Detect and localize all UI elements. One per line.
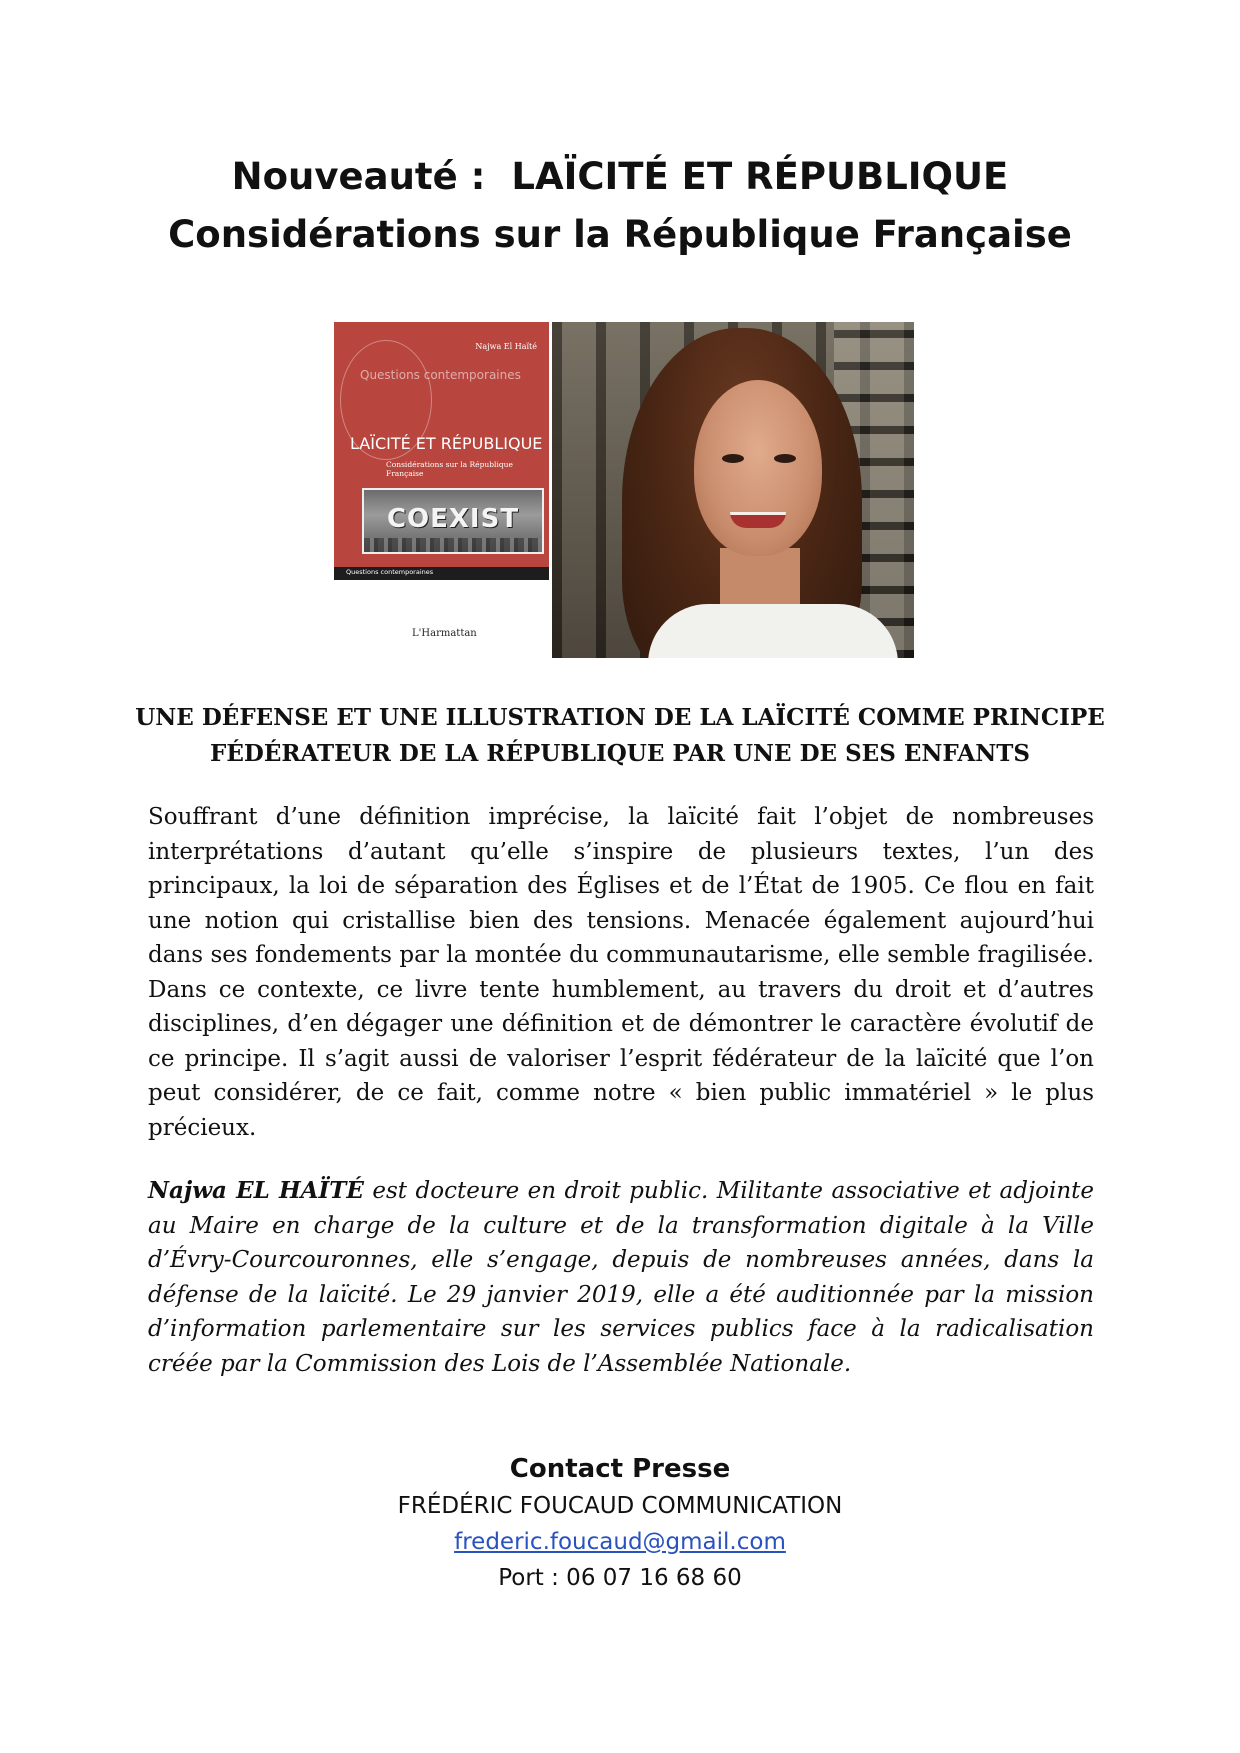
- contact-email-link[interactable]: frederic.foucaud@gmail.com: [454, 1529, 786, 1555]
- contact-agency: FRÉDÉRIC FOUCAUD COMMUNICATION: [397, 1493, 843, 1519]
- cover-graffiti: [364, 538, 542, 552]
- cover-art-text: COEXIST: [386, 504, 520, 534]
- contact-heading: Contact Presse: [509, 1454, 731, 1484]
- publisher-logo: L'Harmattan: [412, 628, 477, 639]
- title-line-1: [0, 148, 1240, 206]
- portrait-left-eye: [722, 454, 744, 463]
- cover-subtitle: Considérations sur la République Française: [386, 460, 513, 478]
- cover-front: [334, 322, 549, 577]
- book-title: LAÏCITÉ ET RÉPUBLIQUE: [511, 155, 1009, 198]
- title-subtitle: Considérations sur la République Française: [168, 213, 1072, 256]
- page-title: [0, 148, 1240, 264]
- title-prefix: Nouveauté :: [231, 155, 486, 198]
- portrait-shirt: [648, 604, 898, 658]
- book-cover-image: [334, 322, 549, 656]
- author-name: Najwa EL HAÏTÉ: [148, 1177, 364, 1204]
- headline-line-1: UNE DÉFENSE ET UNE ILLUSTRATION DE LA LAÏCITÉ COMME PRINCIPE: [135, 704, 1105, 731]
- cover-author: Najwa El Haïté: [475, 342, 537, 351]
- book-description: Souffrant d’une définition imprécise, la laïcité fait l’objet de nombreuses interprétations d’autant qu’elle s’inspire de plusieurs textes, l’un des principaux, la loi de séparation des Églises et de l’État de 1905. Ce flou en fait une notion qui cristallise bien des tensions. Menacée également aujourd’hui dans ses fondements par la montée du communautarisme, elle semble fragilisée. Dans ce contexte, ce livre tente humblement, au travers du droit et d’autres disciplines, d’en dégager une définition et de démontrer le caractère évolutif de ce principe. Il s’agit aussi de valoriser l’esprit fédérateur de la laïcité que l’on peut considérer, de ce fait, comme notre « bien public immatériel » le plus précieux.: [148, 804, 1094, 1141]
- contact-phone: Port : 06 07 16 68 60: [498, 1565, 742, 1591]
- author-bio-text: est docteure en droit public. Militante associative et adjointe au Maire en charge de la culture et de la transformation digitale à la Ville d’Évry-Courcouronnes, elle s’engage, depuis de nombreuses années, dans la défense de la laïcité. Le 29 janvier 2019, elle a été auditionnée par la mission d’information parlementaire sur les services publics face à la radicalisation créée par la Commission des Lois de l’Assemblée Nationale.: [148, 1178, 1094, 1377]
- headline-line-2: FÉDÉRATEUR DE LA RÉPUBLIQUE PAR UNE DE SES ENFANTS: [210, 740, 1030, 767]
- cover-series: Questions contemporaines: [360, 368, 521, 382]
- portrait-right-eye: [774, 454, 796, 463]
- author-portrait-photo: [552, 322, 914, 658]
- portrait-smile: [730, 512, 786, 528]
- press-contact: [0, 1450, 1240, 1596]
- cover-band-text: Questions contemporaines: [346, 568, 434, 576]
- portrait-face: [694, 380, 822, 556]
- cover-coexist-photo: [362, 488, 544, 554]
- author-bio: [148, 1174, 1094, 1381]
- cover-series-band: [334, 567, 549, 580]
- headline: [120, 700, 1120, 772]
- cover-title: LAÏCITÉ ET RÉPUBLIQUE: [350, 434, 543, 453]
